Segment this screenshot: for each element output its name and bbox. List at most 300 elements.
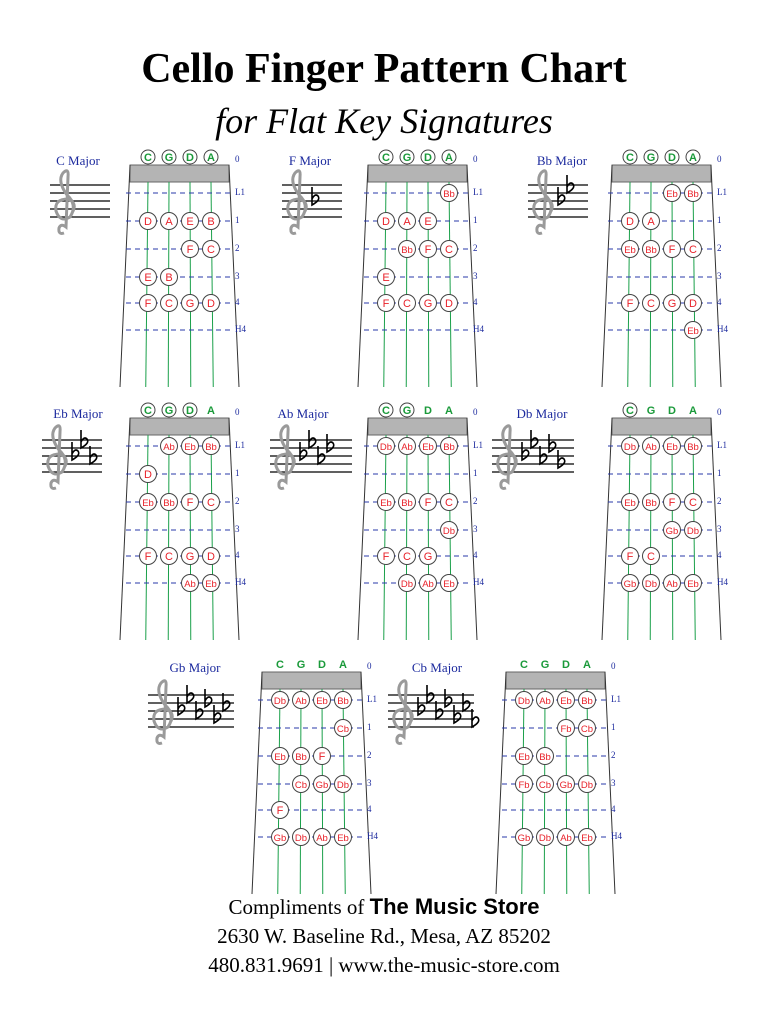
position-label: 3 bbox=[717, 524, 722, 534]
note-label: C bbox=[207, 244, 215, 256]
note-label: Bb bbox=[443, 442, 455, 453]
note-label: F bbox=[318, 751, 326, 763]
fingerboard bbox=[252, 659, 378, 894]
key-signature-staff bbox=[270, 426, 352, 489]
flat-symbol bbox=[436, 701, 443, 719]
open-string-label: C bbox=[144, 405, 152, 417]
nut bbox=[130, 418, 229, 435]
flat-symbol bbox=[567, 175, 574, 193]
note-label: A bbox=[403, 216, 411, 228]
treble-clef-icon bbox=[534, 171, 553, 234]
open-string-label: G bbox=[164, 152, 174, 164]
open-string-label: A bbox=[207, 405, 215, 417]
treble-clef-icon bbox=[56, 171, 75, 234]
open-string-label: A bbox=[207, 152, 215, 164]
string-line bbox=[168, 435, 169, 640]
board-edge bbox=[120, 165, 130, 387]
position-label: 4 bbox=[235, 550, 240, 560]
position-label: 3 bbox=[473, 524, 478, 534]
key-name: Ab Major bbox=[277, 406, 329, 421]
key-name: Bb Major bbox=[536, 153, 588, 168]
key-chart-gb-major bbox=[148, 659, 378, 894]
flat-symbol bbox=[472, 709, 479, 727]
flat-symbol bbox=[540, 446, 547, 464]
note-label: Ab bbox=[163, 442, 175, 453]
position-label: 4 bbox=[473, 297, 478, 307]
fingerboard bbox=[496, 659, 622, 894]
open-string-label: C bbox=[382, 405, 390, 417]
note-label: Cb bbox=[580, 724, 594, 735]
note-label: Eb bbox=[687, 326, 699, 337]
key-name: Eb Major bbox=[53, 406, 103, 421]
string-line bbox=[190, 435, 191, 640]
fingerboard bbox=[358, 403, 484, 640]
note-label: F bbox=[626, 551, 634, 563]
position-label: 4 bbox=[235, 297, 240, 307]
note-label: E bbox=[186, 216, 194, 228]
position-label: L1 bbox=[611, 694, 621, 704]
note-label: G bbox=[185, 298, 195, 310]
position-label: 2 bbox=[473, 496, 478, 506]
open-string-label: G bbox=[646, 152, 656, 164]
note-label: C bbox=[689, 497, 697, 509]
nut bbox=[130, 165, 229, 182]
position-label: 4 bbox=[367, 804, 372, 814]
note-label: D bbox=[207, 551, 215, 563]
note-label: C bbox=[445, 497, 453, 509]
open-string-label: A bbox=[445, 152, 453, 164]
note-label: E bbox=[382, 272, 390, 284]
note-label: F bbox=[276, 805, 284, 817]
note-label: Gb bbox=[517, 833, 531, 844]
note-label: Cb bbox=[336, 724, 350, 735]
note-label: Db bbox=[442, 526, 456, 537]
open-string-label: A bbox=[445, 405, 453, 417]
position-label: L1 bbox=[367, 694, 377, 704]
string-line bbox=[628, 435, 630, 640]
note-label: Ab bbox=[316, 833, 328, 844]
open-string-label: D bbox=[186, 152, 194, 164]
note-label: Fb bbox=[518, 780, 530, 791]
note-label: Db bbox=[517, 696, 531, 707]
position-label: H4 bbox=[235, 577, 246, 587]
flat-symbol bbox=[445, 689, 452, 707]
position-label: 2 bbox=[235, 496, 240, 506]
position-label: 4 bbox=[611, 804, 616, 814]
note-label: Eb bbox=[560, 696, 572, 707]
flat-symbol bbox=[318, 446, 325, 464]
note-label: Db bbox=[379, 442, 393, 453]
open-string-label: G bbox=[402, 152, 412, 164]
note-label: D bbox=[207, 298, 215, 310]
position-label: 0 bbox=[717, 407, 722, 417]
note-label: Bb bbox=[687, 189, 699, 200]
note-label: B bbox=[207, 216, 215, 228]
note-label: G bbox=[667, 298, 677, 310]
note-label: C bbox=[403, 298, 411, 310]
position-label: 1 bbox=[717, 215, 722, 225]
key-chart-c-major bbox=[50, 150, 246, 387]
open-string-label: D bbox=[668, 152, 676, 164]
key-signature-staff bbox=[42, 426, 102, 489]
note-label: Eb bbox=[422, 442, 434, 453]
note-label: Bb bbox=[401, 498, 413, 509]
note-label: D bbox=[382, 216, 390, 228]
note-label: Ab bbox=[295, 696, 307, 707]
note-label: Eb bbox=[518, 752, 530, 763]
key-chart-cb-major bbox=[388, 659, 622, 894]
note-label: F bbox=[668, 244, 676, 256]
position-label: 4 bbox=[473, 550, 478, 560]
note-label: Cb bbox=[538, 780, 552, 791]
note-label: F bbox=[144, 298, 152, 310]
position-label: 0 bbox=[611, 661, 616, 671]
position-label: 0 bbox=[717, 154, 722, 164]
position-label: L1 bbox=[473, 187, 483, 197]
position-label: 3 bbox=[367, 778, 372, 788]
position-label: L1 bbox=[717, 440, 727, 450]
position-label: 2 bbox=[611, 750, 616, 760]
position-label: 1 bbox=[473, 215, 478, 225]
note-label: Eb bbox=[581, 833, 593, 844]
flat-symbol bbox=[427, 685, 434, 703]
open-string-label: A bbox=[689, 152, 697, 164]
note-label: Bb bbox=[205, 442, 217, 453]
string-line bbox=[384, 435, 386, 640]
position-label: 0 bbox=[473, 154, 478, 164]
note-label: D bbox=[144, 216, 152, 228]
open-string-label: A bbox=[339, 659, 347, 671]
board-edge bbox=[252, 672, 262, 894]
note-label: Bb bbox=[295, 752, 307, 763]
note-label: C bbox=[207, 497, 215, 509]
position-label: H4 bbox=[717, 577, 728, 587]
footer-credit bbox=[0, 892, 768, 922]
open-string-label: G bbox=[646, 405, 656, 417]
position-label: 1 bbox=[235, 468, 240, 478]
note-label: F bbox=[382, 298, 390, 310]
note-label: Eb bbox=[624, 245, 636, 256]
note-label: Eb bbox=[316, 696, 328, 707]
position-label: H4 bbox=[611, 831, 622, 841]
note-label: Bb bbox=[645, 245, 657, 256]
open-string-label: C bbox=[382, 152, 390, 164]
note-label: G bbox=[185, 551, 195, 563]
note-label: Ab bbox=[539, 696, 551, 707]
note-label: C bbox=[445, 244, 453, 256]
position-label: 1 bbox=[235, 215, 240, 225]
footer-contact: 480.831.9691 | www.the-music-store.com bbox=[208, 953, 560, 977]
note-label: F bbox=[424, 497, 432, 509]
note-label: Db bbox=[273, 696, 287, 707]
position-label: H4 bbox=[367, 831, 378, 841]
note-label: Db bbox=[686, 526, 700, 537]
board-edge bbox=[602, 418, 612, 640]
flat-symbol bbox=[300, 442, 307, 460]
note-label: Ab bbox=[422, 579, 434, 590]
note-label: C bbox=[165, 298, 173, 310]
note-label: Cb bbox=[294, 780, 308, 791]
note-label: F bbox=[186, 497, 194, 509]
position-label: 1 bbox=[367, 722, 372, 732]
string-line bbox=[672, 182, 673, 387]
flat-symbol bbox=[187, 685, 194, 703]
note-label: C bbox=[403, 551, 411, 563]
fingerboard bbox=[602, 150, 728, 387]
string-line bbox=[428, 435, 429, 640]
note-label: Ab bbox=[645, 442, 657, 453]
note-label: Bb bbox=[645, 498, 657, 509]
key-chart-bb-major bbox=[528, 150, 728, 387]
flat-symbol bbox=[312, 187, 319, 205]
note-label: F bbox=[382, 551, 390, 563]
note-label: Eb bbox=[687, 579, 699, 590]
note-label: Eb bbox=[337, 833, 349, 844]
string-line bbox=[211, 435, 213, 640]
treble-clef-icon bbox=[288, 171, 307, 234]
position-label: L1 bbox=[717, 187, 727, 197]
key-name: Cb Major bbox=[411, 660, 463, 675]
key-signature-staff bbox=[528, 171, 588, 234]
flat-symbol bbox=[522, 442, 529, 460]
key-chart-eb-major bbox=[42, 403, 246, 640]
note-label: Gb bbox=[559, 780, 573, 791]
string-line bbox=[278, 689, 280, 894]
note-label: E bbox=[424, 216, 432, 228]
position-label: 4 bbox=[717, 550, 722, 560]
position-label: 3 bbox=[235, 271, 240, 281]
note-label: Eb bbox=[666, 189, 678, 200]
treble-clef-icon bbox=[276, 426, 295, 489]
nut bbox=[612, 165, 711, 182]
board-edge bbox=[120, 418, 130, 640]
flat-symbol bbox=[463, 693, 470, 711]
open-string-label: A bbox=[689, 405, 697, 417]
position-label: H4 bbox=[717, 324, 728, 334]
open-string-label: G bbox=[164, 405, 174, 417]
note-label: Eb bbox=[666, 442, 678, 453]
key-name: F Major bbox=[288, 153, 332, 168]
note-label: Gb bbox=[273, 833, 287, 844]
note-label: C bbox=[689, 244, 697, 256]
note-label: Eb bbox=[205, 579, 217, 590]
note-label: C bbox=[165, 551, 173, 563]
position-label: 1 bbox=[717, 468, 722, 478]
open-string-label: D bbox=[424, 405, 432, 417]
note-label: Db bbox=[400, 579, 414, 590]
flat-symbol bbox=[90, 446, 97, 464]
note-label: F bbox=[424, 244, 432, 256]
board-edge bbox=[358, 165, 368, 387]
note-label: F bbox=[626, 298, 634, 310]
fingerboard bbox=[120, 150, 246, 387]
note-label: Ab bbox=[560, 833, 572, 844]
board-edge bbox=[358, 418, 368, 640]
footer-compliments: Compliments of bbox=[228, 895, 365, 919]
flat-symbol bbox=[205, 689, 212, 707]
note-label: Fb bbox=[560, 724, 572, 735]
board-edge bbox=[602, 165, 612, 387]
position-label: H4 bbox=[473, 324, 484, 334]
fingerboard bbox=[602, 403, 728, 640]
open-string-label: D bbox=[668, 405, 676, 417]
open-string-label: C bbox=[144, 152, 152, 164]
note-label: Eb bbox=[624, 498, 636, 509]
key-chart-ab-major bbox=[270, 403, 484, 640]
open-string-label: G bbox=[402, 405, 412, 417]
page-subtitle: for Flat Key Signatures bbox=[215, 101, 553, 141]
string-line bbox=[406, 435, 407, 640]
flat-symbol bbox=[549, 434, 556, 452]
store-name: The Music Store bbox=[369, 894, 540, 919]
position-label: 1 bbox=[473, 468, 478, 478]
position-label: 3 bbox=[473, 271, 478, 281]
treble-clef-icon bbox=[154, 681, 173, 744]
note-label: Bb bbox=[401, 245, 413, 256]
open-string-label: G bbox=[540, 659, 550, 671]
flat-symbol bbox=[454, 705, 461, 723]
note-label: Eb bbox=[380, 498, 392, 509]
flat-symbol bbox=[418, 697, 425, 715]
open-string-label: D bbox=[424, 152, 432, 164]
flat-symbol bbox=[72, 442, 79, 460]
note-label: Db bbox=[623, 442, 637, 453]
note-label: D bbox=[626, 216, 634, 228]
note-label: Ab bbox=[401, 442, 413, 453]
treble-clef-icon bbox=[48, 426, 67, 489]
position-label: 4 bbox=[717, 297, 722, 307]
position-label: L1 bbox=[235, 187, 245, 197]
note-label: Db bbox=[336, 780, 350, 791]
string-line bbox=[650, 435, 651, 640]
key-signature-staff bbox=[148, 681, 234, 744]
note-label: D bbox=[144, 469, 152, 481]
note-label: A bbox=[647, 216, 655, 228]
open-string-label: D bbox=[186, 405, 194, 417]
note-label: G bbox=[423, 298, 433, 310]
note-label: Bb bbox=[539, 752, 551, 763]
string-line bbox=[693, 182, 695, 387]
note-label: Db bbox=[294, 833, 308, 844]
flat-symbol bbox=[327, 434, 334, 452]
note-label: G bbox=[423, 551, 433, 563]
position-label: 0 bbox=[235, 407, 240, 417]
note-label: Ab bbox=[666, 579, 678, 590]
note-label: Gb bbox=[623, 579, 637, 590]
position-label: L1 bbox=[235, 440, 245, 450]
note-label: C bbox=[647, 551, 655, 563]
key-chart-f-major bbox=[282, 150, 484, 387]
note-label: Db bbox=[580, 780, 594, 791]
note-label: Gb bbox=[315, 780, 329, 791]
position-label: 2 bbox=[717, 496, 722, 506]
key-name: Gb Major bbox=[169, 660, 221, 675]
fingerboard bbox=[358, 150, 484, 387]
nut bbox=[368, 165, 467, 182]
key-chart-db-major bbox=[492, 403, 728, 640]
position-label: 2 bbox=[367, 750, 372, 760]
open-string-label: D bbox=[318, 659, 326, 671]
string-line bbox=[449, 182, 451, 387]
note-label: E bbox=[144, 272, 152, 284]
nut bbox=[368, 418, 467, 435]
position-label: 0 bbox=[367, 661, 372, 671]
position-label: 0 bbox=[235, 154, 240, 164]
open-string-label: C bbox=[626, 405, 634, 417]
note-label: F bbox=[668, 497, 676, 509]
position-label: L1 bbox=[473, 440, 483, 450]
note-label: F bbox=[186, 244, 194, 256]
key-signature-staff bbox=[388, 681, 479, 744]
note-label: D bbox=[445, 298, 453, 310]
nut bbox=[612, 418, 711, 435]
board-edge bbox=[496, 672, 506, 894]
note-label: A bbox=[165, 216, 173, 228]
note-label: Eb bbox=[443, 579, 455, 590]
position-label: 3 bbox=[235, 524, 240, 534]
note-label: D bbox=[689, 298, 697, 310]
note-label: Eb bbox=[274, 752, 286, 763]
open-string-label: G bbox=[296, 659, 306, 671]
key-signature-staff bbox=[50, 171, 110, 234]
key-signature-staff bbox=[492, 426, 574, 489]
note-label: Db bbox=[538, 833, 552, 844]
flat-symbol bbox=[309, 430, 316, 448]
note-label: B bbox=[165, 272, 173, 284]
open-string-label: C bbox=[276, 659, 284, 671]
note-label: C bbox=[647, 298, 655, 310]
key-name: Db Major bbox=[516, 406, 568, 421]
open-string-label: C bbox=[626, 152, 634, 164]
note-label: Bb bbox=[443, 189, 455, 200]
position-label: 1 bbox=[611, 722, 616, 732]
note-label: Eb bbox=[142, 498, 154, 509]
open-string-label: C bbox=[520, 659, 528, 671]
flat-symbol bbox=[178, 697, 185, 715]
position-label: 3 bbox=[717, 271, 722, 281]
flat-symbol bbox=[531, 430, 538, 448]
position-label: 2 bbox=[473, 243, 478, 253]
note-label: Eb bbox=[184, 442, 196, 453]
note-label: F bbox=[144, 551, 152, 563]
treble-clef-icon bbox=[498, 426, 517, 489]
open-string-label: D bbox=[562, 659, 570, 671]
nut bbox=[506, 672, 605, 689]
note-label: Db bbox=[644, 579, 658, 590]
position-label: 2 bbox=[717, 243, 722, 253]
flat-symbol bbox=[81, 430, 88, 448]
note-label: Bb bbox=[337, 696, 349, 707]
note-label: Gb bbox=[665, 526, 679, 537]
position-label: 3 bbox=[611, 778, 616, 788]
open-string-label: A bbox=[583, 659, 591, 671]
note-label: Ab bbox=[184, 579, 196, 590]
position-label: 0 bbox=[473, 407, 478, 417]
flat-symbol bbox=[223, 693, 230, 711]
treble-clef-icon bbox=[394, 681, 413, 744]
note-label: Bb bbox=[581, 696, 593, 707]
flat-symbol bbox=[196, 701, 203, 719]
footer bbox=[0, 892, 768, 980]
position-label: H4 bbox=[235, 324, 246, 334]
position-label: H4 bbox=[473, 577, 484, 587]
flat-symbol bbox=[214, 705, 221, 723]
fingerboard bbox=[120, 403, 246, 640]
flat-symbol bbox=[558, 187, 565, 205]
key-name: C Major bbox=[56, 153, 100, 168]
flat-symbol bbox=[558, 450, 565, 468]
note-label: Bb bbox=[163, 498, 175, 509]
